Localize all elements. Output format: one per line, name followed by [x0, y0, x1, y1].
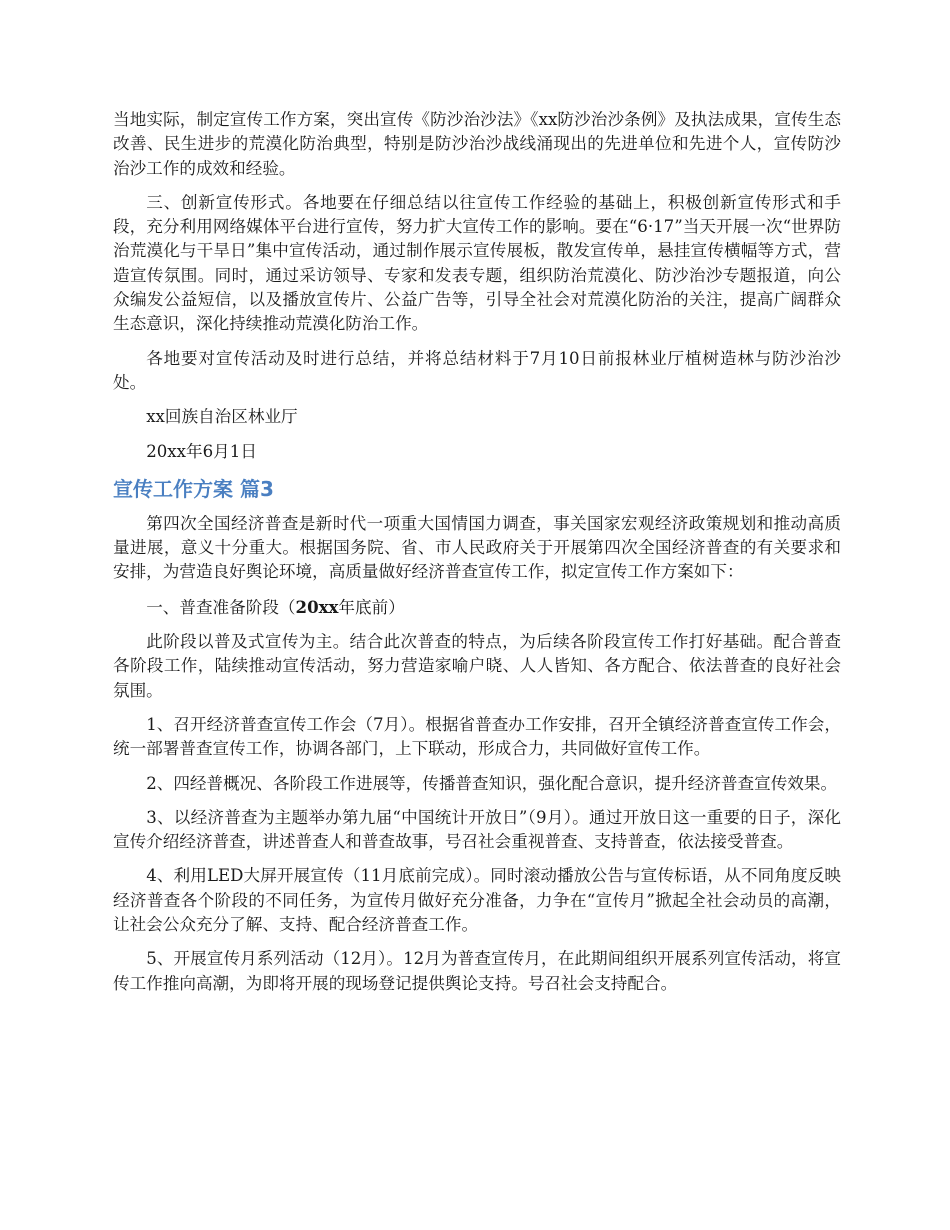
issuer-name: xx回族自治区林业厅	[146, 407, 298, 427]
list-item-2: 2、四经普概况、各阶段工作进展等，传播普查知识，强化配合意识，提升经济普查宣传效果。	[146, 773, 838, 793]
paragraph-intro: 第四次全国经济普查是新时代一项重大国情国力调查，事关国家宏观经济政策规划和推动高质量进展，意义十分重大。根据国务院、省、市人民政府关于开展第四次全国经济普查的有关要求和安排，为营造良好舆论环境，高质量做好经济普查宣传工作，拟定宣传工作方案如下：	[113, 513, 841, 582]
stage-suffix: 年底前）	[338, 597, 405, 617]
paragraph-stage-overview: 此阶段以普及式宣传为主。结合此次普查的特点，为后续各阶段宣传工作打好基础。配合普查各阶段工作，陆续推动宣传活动，努力营造家喻户晓、人人皆知、各方配合、依法普查的良好社会氛围。	[113, 632, 841, 700]
stage-prefix: 一、普查准备阶段（	[146, 597, 296, 617]
paragraph-continuation: 当地实际，制定宣传工作方案，突出宣传《防沙治沙法》《xx防沙治沙条例》及执法成果，宣传生态改善、民生进步的荒漠化防治典型，特别是防沙治沙战线涌现出的先进单位和先进个人，宣传防沙治沙工作的成效和经验。	[113, 110, 841, 178]
list-item-4: 4、利用LED大屏开展宣传（11月底前完成）。同时滚动播放公告与宣传标语，从不同角度反映经济普查各个阶段的不同任务，为宣传月做好充分准备，力争在“宣传月”掀起全社会动员的高潮，让社会公众充分了解、支持、配合经济普查工作。	[113, 866, 841, 935]
issue-date: 20xx年6月1日	[146, 441, 257, 461]
document-body	[113, 108, 841, 1006]
paragraph-innovation: 三、创新宣传形式。各地要在仔细总结以往宣传工作经验的基础上，积极创新宣传形式和手段，充分利用网络媒体平台进行宣传，努力扩大宣传工作的影响。要在“6·17”当天开展一次“世界防治荒漠化与干旱日”集中宣传活动，通过制作展示宣传展板，散发宣传单，悬挂宣传横幅等方式，营造宣传氛围。同时，通过采访领导、专家和发表专题，组织防治荒漠化、防沙治沙专题报道，向公众编发公益短信，以及播放宣传片、公益广告等，引导全社会对荒漠化防治的关注，提高广阔群众生态意识，深化持续推动荒漠化防治工作。	[113, 192, 841, 334]
list-item-3: 3、以经济普查为主题举办第九届“中国统计开放日”（9月）。通过开放日这一重要的日子，深化宣传介绍经济普查，讲述普查人和普查故事，号召社会重视普查、支持普查，依法接受普查。	[113, 807, 841, 852]
stage-heading	[113, 595, 841, 620]
section-heading: 宣传工作方案 篇3	[113, 476, 274, 501]
list-item-5: 5、开展宣传月系列活动（12月）。12月为普查宣传月，在此期间组织开展系列宣传活动，将宣传工作推向高潮，为即将开展的现场登记提供舆论支持。号召社会支持配合。	[113, 949, 841, 993]
paragraph-summary-instruction: 各地要对宣传活动及时进行总结，并将总结材料于7月10日前报林业厅植树造林与防沙治沙处。	[113, 348, 841, 392]
list-item-1: 1、召开经济普查宣传工作会（7月）。根据省普查办工作安排，召开全镇经济普查宣传工作会，统一部署普查宣传工作，协调各部门，上下联动，形成合力，共同做好宣传工作。	[113, 714, 841, 759]
stage-year: 20xx	[295, 596, 339, 617]
